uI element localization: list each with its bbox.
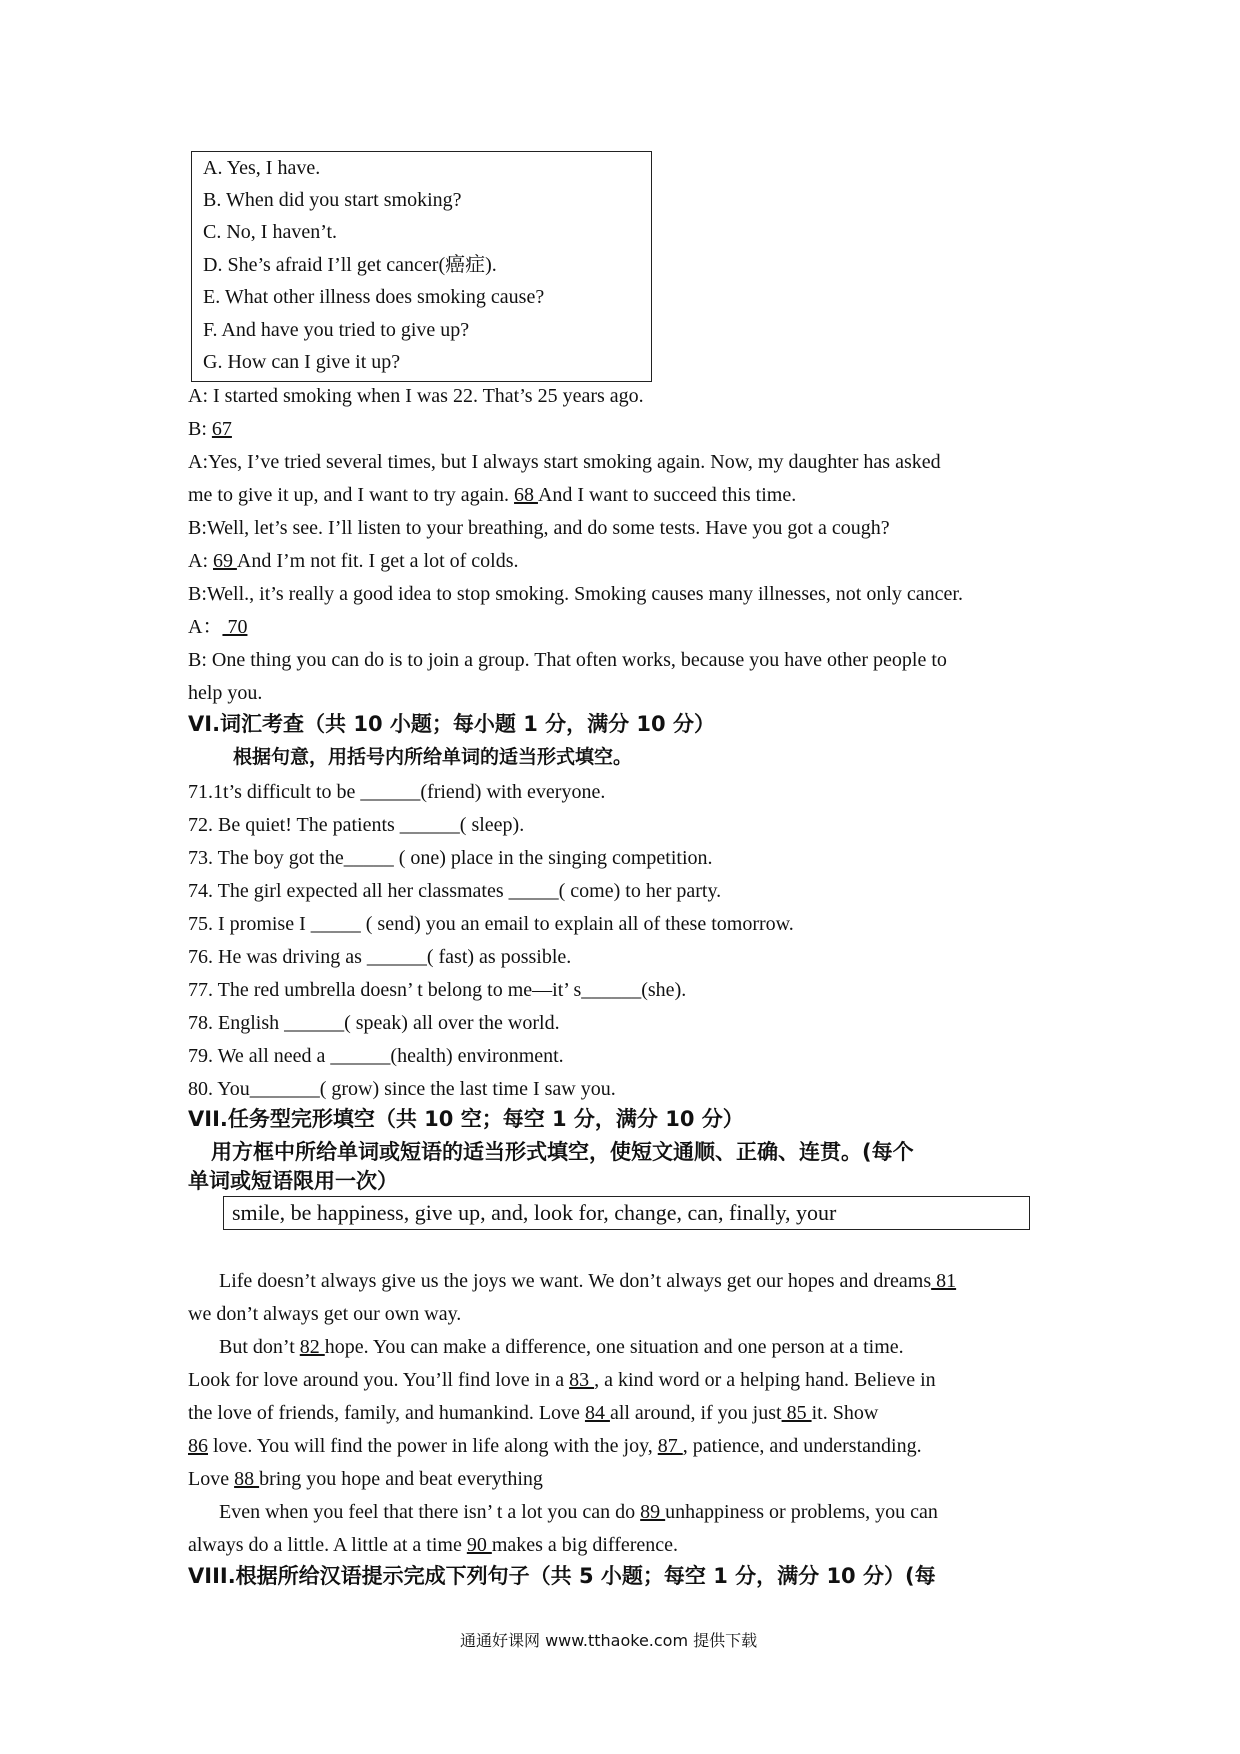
blank-70: 70 bbox=[222, 616, 248, 638]
dialogue-line: A: I started smoking when I was 22. That’s 25 years ago. bbox=[188, 385, 644, 407]
dialogue-line: help you. bbox=[188, 682, 263, 704]
section-title: VI.词汇考查（共 10 小题；每小题 1 分，满分 10 分） bbox=[188, 712, 715, 736]
blank-67: 67 bbox=[211, 418, 232, 440]
options-box bbox=[191, 151, 652, 382]
question-item: 72. Be quiet! The patients ______( sleep). bbox=[188, 814, 525, 836]
option-a: A. Yes, I have. bbox=[203, 157, 321, 179]
question-item: 77. The red umbrella doesn’ t belong to me—it’ s______(she). bbox=[188, 979, 687, 1001]
question-item: 78. English ______( speak) all over the world. bbox=[188, 1012, 560, 1034]
blank-84: 84 bbox=[584, 1402, 610, 1424]
dialogue-line: me to give it up, and I want to try again. 68 And I want to succeed this time. bbox=[188, 484, 797, 506]
passage-line: the love of friends, family, and humankind. Love 84 all around, if you just 85 it. Show bbox=[188, 1402, 879, 1424]
question-item: 80. You_______( grow) since the last time I saw you. bbox=[188, 1078, 616, 1100]
question-item: 75. I promise I _____ ( send) you an email to explain all of these tomorrow. bbox=[188, 913, 794, 935]
question-item: 79. We all need a ______(health) environment. bbox=[188, 1045, 564, 1067]
passage-line: always do a little. A little at a time 90 makes a big difference. bbox=[188, 1534, 679, 1556]
option-g: G. How can I give it up? bbox=[203, 351, 401, 373]
question-item: 73. The boy got the_____ ( one) place in the singing competition. bbox=[188, 847, 713, 869]
option-c: C. No, I haven’t. bbox=[203, 221, 338, 243]
option-b: B. When did you start smoking? bbox=[203, 189, 462, 211]
passage-line: we don’t always get our own way. bbox=[188, 1303, 462, 1325]
question-item: 74. The girl expected all her classmates _____( come) to her party. bbox=[188, 880, 722, 902]
dialogue-line: A:Yes, I’ve tried several times, but I always start smoking again. Now, my daughter has asked bbox=[188, 451, 941, 473]
blank-83: 83 bbox=[569, 1369, 595, 1391]
dialogue-line: B: 67 bbox=[188, 418, 232, 440]
option-e: E. What other illness does smoking cause? bbox=[203, 286, 545, 308]
dialogue-line: A： 70 bbox=[188, 616, 248, 638]
passage-line: But don’t 82 hope. You can make a difference, one situation and one person at a time. bbox=[219, 1336, 904, 1358]
blank-85: 85 bbox=[781, 1402, 812, 1424]
option-f: F. And have you tried to give up? bbox=[203, 319, 470, 341]
passage-line: 86 love. You will find the power in life along with the joy, 87 , patience, and understanding. bbox=[188, 1435, 922, 1457]
blank-87: 87 bbox=[657, 1435, 683, 1457]
word-box-text: smile, be happiness, give up, and, look for, change, can, finally, your bbox=[232, 1200, 837, 1225]
blank-81: 81 bbox=[931, 1270, 957, 1292]
option-d: D. She’s afraid I’ll get cancer(癌症). bbox=[203, 254, 497, 276]
passage-line: Look for love around you. You’ll find love in a 83 , a kind word or a helping hand. Believe in bbox=[188, 1369, 936, 1391]
passage-line: Life doesn’t always give us the joys we want. We don’t always get our hopes and dreams 81 bbox=[219, 1270, 957, 1292]
blank-90: 90 bbox=[466, 1534, 492, 1556]
dialogue-line: B: One thing you can do is to join a group. That often works, because you have other people to bbox=[188, 649, 947, 671]
passage-line: Love 88 bring you hope and beat everything bbox=[188, 1468, 543, 1490]
dialogue-line: B:Well., it’s really a good idea to stop smoking. Smoking causes many illnesses, not only cancer. bbox=[188, 583, 963, 605]
section-instruction: 根据句意，用括号内所给单词的适当形式填空。 bbox=[233, 746, 633, 768]
passage-line: Even when you feel that there isn’ t a lot you can do 89 unhappiness or problems, you can bbox=[219, 1501, 938, 1523]
dialogue-line: A: 69 And I’m not fit. I get a lot of colds. bbox=[188, 550, 519, 572]
question-item: 76. He was driving as ______( fast) as possible. bbox=[188, 946, 572, 968]
section-instruction: 单词或短语限用一次） bbox=[188, 1169, 398, 1193]
footer-text: 通通好课网 www.tthaoke.com 提供下载 bbox=[460, 1631, 758, 1650]
blank-88: 88 bbox=[234, 1468, 260, 1490]
section-title: VIII.根据所给汉语提示完成下列句子（共 5 小题；每空 1 分，满分 10 分）(每 bbox=[188, 1564, 936, 1588]
blank-89: 89 bbox=[640, 1501, 666, 1523]
dialogue-line: B:Well, let’s see. I’ll listen to your breathing, and do some tests. Have you got a cough? bbox=[188, 517, 890, 539]
section-instruction: 用方框中所给单词或短语的适当形式填空，使短文通顺、正确、连贯。(每个 bbox=[211, 1140, 914, 1164]
section-title: VII.任务型完形填空（共 10 空；每空 1 分，满分 10 分） bbox=[188, 1107, 744, 1131]
word-box bbox=[223, 1196, 1030, 1230]
blank-69: 69 bbox=[213, 550, 237, 572]
question-item: 71.1t’s difficult to be ______(friend) with everyone. bbox=[188, 781, 606, 803]
blank-86: 86 bbox=[188, 1435, 208, 1457]
blank-68: 68 bbox=[514, 484, 538, 506]
blank-82: 82 bbox=[299, 1336, 325, 1358]
